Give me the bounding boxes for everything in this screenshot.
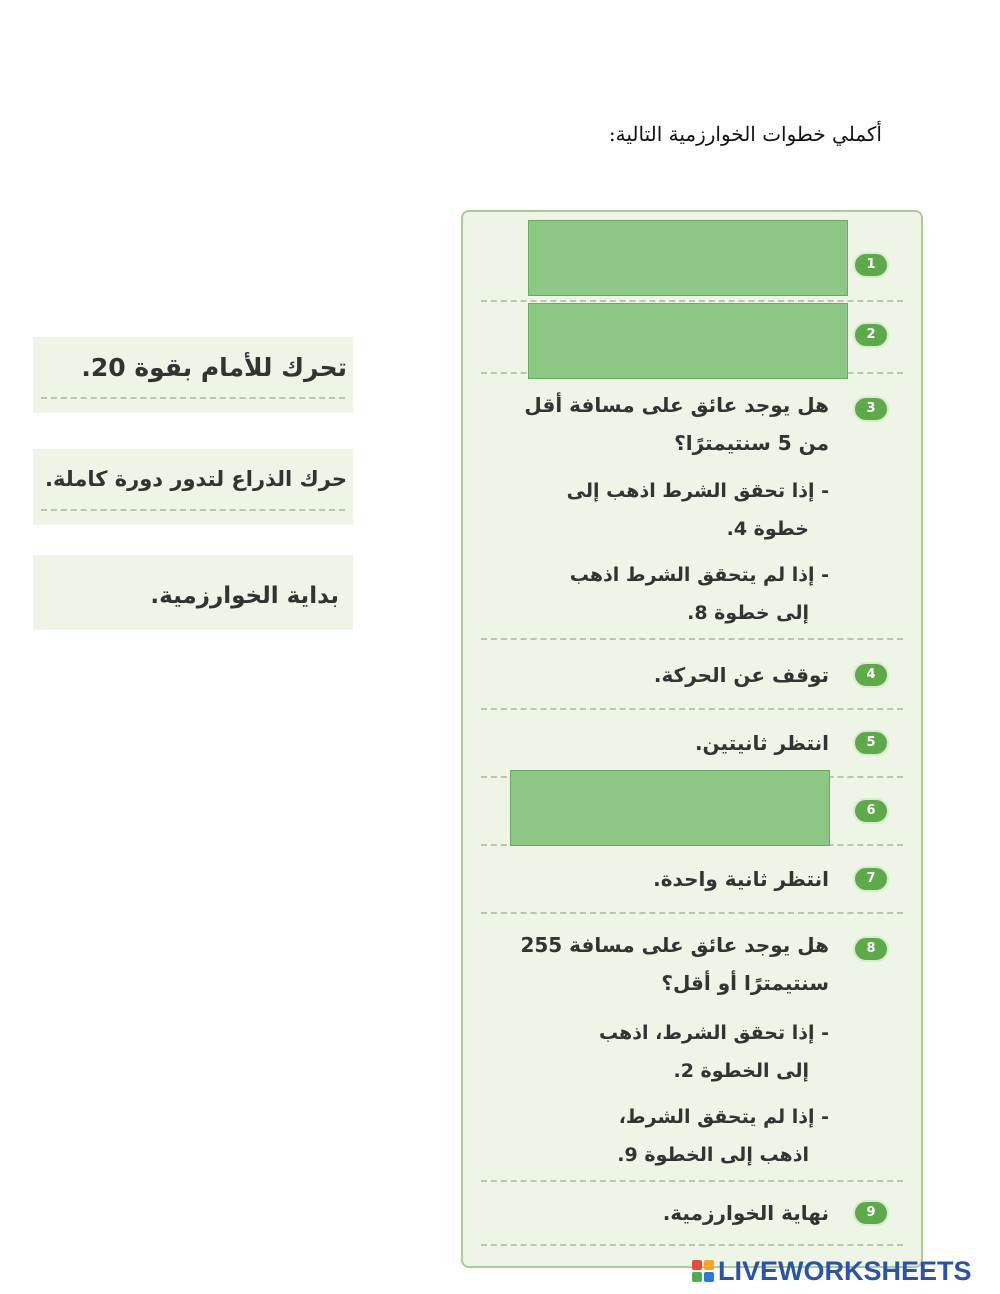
- answer-option-algorithm-start[interactable]: [33, 555, 353, 630]
- step-text: انتظر ثانيتين.: [694, 731, 829, 755]
- step-number-badge: 3: [853, 396, 889, 422]
- step-number-badge: 7: [853, 866, 889, 892]
- step-number-badge: 5: [853, 730, 889, 756]
- step-number-badge: 2: [853, 322, 889, 348]
- step-number-badge: 1: [853, 252, 889, 278]
- answer-drop-zone-step-1[interactable]: [528, 220, 848, 296]
- step-9: [463, 1182, 921, 1246]
- option-label: حرك الذراع لتدور دورة كاملة.: [45, 467, 347, 491]
- instruction-text: أكملي خطوات الخوارزمية التالية:: [608, 122, 882, 146]
- condition-line: - إذا لم يتحقق الشرط،: [618, 1106, 829, 1128]
- condition-line: اذهب إلى الخطوة 9.: [617, 1144, 809, 1166]
- step-text: انتظر ثانية واحدة.: [653, 867, 829, 891]
- answer-drop-zone-step-6[interactable]: [510, 770, 830, 846]
- condition-line: إلى الخطوة 2.: [673, 1060, 809, 1082]
- option-label: بداية الخوارزمية.: [150, 583, 339, 609]
- step-number-badge: 9: [853, 1200, 889, 1226]
- answer-option-rotate-arm[interactable]: [33, 449, 353, 525]
- step-number-badge: 4: [853, 662, 889, 688]
- step-text: هل يوجد عائق على مسافة 255 سنتيمترًا أو أقل؟: [520, 933, 829, 995]
- step-3: [463, 374, 921, 640]
- step-8: [463, 914, 921, 1182]
- condition-line: - إذا لم يتحقق الشرط اذهب: [569, 564, 829, 586]
- step-number-badge: 8: [853, 936, 889, 962]
- step-text: نهاية الخوارزمية.: [662, 1201, 829, 1225]
- option-label: تحرك للأمام بقوة 20.: [81, 353, 347, 382]
- answer-option-move-forward[interactable]: [33, 337, 353, 413]
- condition-line: - إذا تحقق الشرط، اذهب: [598, 1022, 829, 1044]
- step-condition-false: [489, 1098, 829, 1174]
- step-condition-true: [489, 1014, 829, 1090]
- condition-line: خطوة 4.: [726, 518, 809, 540]
- step-text: هل يوجد عائق على مسافة أقل من 5 سنتيمترًا؟: [524, 393, 829, 455]
- step-text: توقف عن الحركة.: [653, 663, 829, 687]
- condition-line: إلى خطوة 8.: [687, 602, 809, 624]
- step-7: [463, 846, 921, 914]
- answer-drop-zone-step-2[interactable]: [528, 303, 848, 379]
- liveworksheets-logo: [692, 1254, 972, 1288]
- step-condition-true: [489, 472, 829, 548]
- step-5: [463, 710, 921, 778]
- logo-text: LIVEWORKSHEETS: [718, 1255, 972, 1286]
- step-condition-false: [489, 556, 829, 632]
- logo-mark-icon: [692, 1260, 714, 1282]
- step-4: [463, 640, 921, 710]
- step-number-badge: 6: [853, 798, 889, 824]
- condition-line: - إذا تحقق الشرط اذهب إلى: [566, 480, 829, 502]
